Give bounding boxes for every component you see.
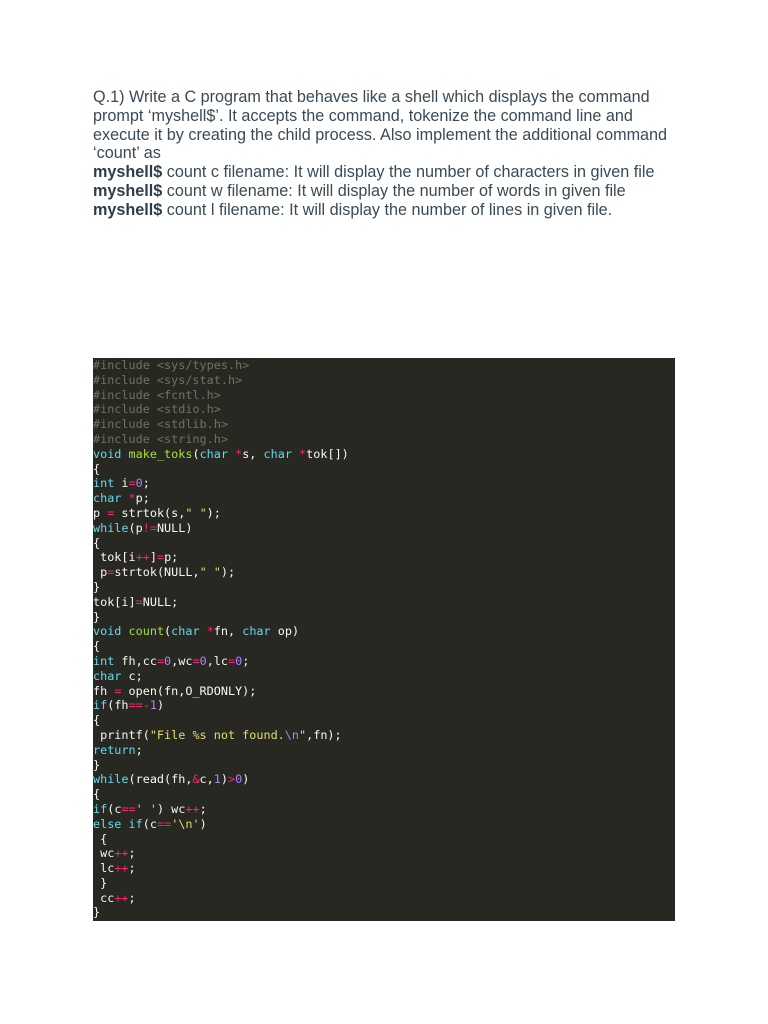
- code-line: [93, 476, 349, 491]
- code-token: fn,: [213, 624, 243, 639]
- code-line: [93, 846, 349, 861]
- code-line: [93, 802, 349, 817]
- code-line: [93, 817, 349, 832]
- code-token: char: [199, 446, 228, 461]
- code-token: #include <fcntl.h>: [93, 387, 221, 402]
- code-line: [93, 595, 349, 610]
- code-line: [93, 521, 349, 536]
- code-line: [93, 669, 349, 684]
- count-w-description: count w filename: It will display the number of words in given file: [162, 181, 626, 200]
- code-token: return: [93, 742, 136, 757]
- code-token: "File %s not found.: [149, 727, 285, 742]
- code-token: #include <stdlib.h>: [93, 417, 228, 432]
- code-block: [93, 358, 675, 921]
- code-token: ,fn);: [306, 727, 342, 742]
- code-line: [93, 654, 349, 669]
- code-token: =: [107, 565, 115, 580]
- code-token: ) wc: [156, 801, 186, 816]
- code-token: {: [93, 713, 101, 728]
- code-token: char: [242, 624, 271, 639]
- code-token: #include <sys/types.h>: [93, 358, 250, 372]
- code-line: [93, 358, 349, 373]
- code-token: {: [93, 639, 101, 654]
- code-line: [93, 506, 349, 521]
- code-token: " ": [199, 565, 221, 580]
- code-token: else: [93, 816, 122, 831]
- code-token: ;: [142, 476, 150, 491]
- code-token: (c: [142, 816, 157, 831]
- code-token: if: [93, 698, 108, 713]
- count-l-description: count l filename: It will display the number of lines in given file.: [162, 200, 613, 219]
- code-token: 0: [164, 653, 172, 668]
- code-token: !=: [142, 520, 157, 535]
- code-token: {: [93, 535, 101, 550]
- code-token: ;: [128, 846, 136, 861]
- code-token: void: [93, 624, 122, 639]
- code-token: 1: [149, 698, 157, 713]
- code-line: [93, 698, 349, 713]
- code-token: (read(fh,: [128, 772, 193, 787]
- code-token: fh: [93, 683, 115, 698]
- code-token: >: [227, 772, 236, 787]
- code-token: ++: [185, 801, 200, 816]
- code-line: [93, 402, 349, 417]
- code-token: ++: [114, 846, 129, 861]
- code-token: printf(: [93, 727, 150, 742]
- code-line: [93, 610, 349, 625]
- code-token: fh,cc: [114, 653, 157, 668]
- code-line: [93, 905, 349, 920]
- code-token: 0: [135, 476, 143, 491]
- code-token: s,: [242, 446, 264, 461]
- code-token: [292, 447, 299, 461]
- code-token: char: [93, 668, 122, 683]
- code-token: 0: [199, 653, 207, 668]
- code-line: [93, 713, 349, 728]
- code-token: (c: [107, 801, 122, 816]
- code-token: ]: [149, 550, 157, 565]
- code-line: [93, 639, 349, 654]
- code-token: tok[i: [93, 550, 136, 565]
- code-token: *: [206, 624, 214, 639]
- code-line: [93, 536, 349, 551]
- code-token: [121, 817, 128, 831]
- code-token: {: [93, 831, 108, 846]
- code-line: [93, 832, 349, 847]
- code-token: ++: [114, 861, 129, 876]
- code-line: [93, 728, 349, 743]
- code-token: }: [93, 579, 101, 594]
- code-token: ;: [128, 890, 136, 905]
- code-token: [121, 491, 128, 505]
- code-line: [93, 787, 349, 802]
- code-token: -: [142, 698, 150, 713]
- code-listing: [93, 358, 349, 920]
- code-token: =: [228, 653, 236, 668]
- code-token: ): [242, 772, 250, 787]
- code-token: make_toks: [128, 446, 193, 461]
- code-token: count: [128, 624, 165, 639]
- code-token: 0: [235, 772, 243, 787]
- code-token: c;: [121, 668, 143, 683]
- shell-prompt: myshell$: [93, 181, 163, 200]
- code-token: }: [93, 875, 108, 890]
- code-token: char: [93, 491, 122, 506]
- code-token: p: [93, 505, 108, 520]
- code-line: [93, 624, 349, 639]
- code-token: ): [156, 698, 165, 713]
- code-token: *: [299, 446, 307, 461]
- code-token: (: [164, 624, 172, 639]
- code-line: [93, 684, 349, 699]
- code-token: p;: [135, 491, 150, 506]
- code-token: *: [235, 446, 243, 461]
- code-line: [93, 447, 349, 462]
- code-line: [93, 550, 349, 565]
- code-token: );: [206, 505, 221, 520]
- count-l-line: [93, 201, 683, 220]
- code-token: =: [128, 476, 136, 491]
- code-line: [93, 462, 349, 477]
- count-c-line: [93, 163, 683, 182]
- question-intro: Q.1) Write a C program that behaves like a shell which displays the command prompt ‘myshell$’. It accepts the command, tokenize the command line and execute it by creating the child process. Also implement the additional command ‘count’ as: [93, 88, 668, 163]
- count-c-description: count c filename: It will display the number of characters in given file: [162, 163, 655, 182]
- code-token: c,: [199, 772, 214, 787]
- code-token: ' ': [135, 801, 157, 816]
- code-token: cc: [93, 890, 115, 905]
- code-line: [93, 861, 349, 876]
- code-token: (: [192, 446, 200, 461]
- code-token: #include <sys/stat.h>: [93, 372, 243, 387]
- code-token: ==: [156, 816, 172, 831]
- code-token: =: [107, 505, 115, 520]
- code-token: [200, 624, 207, 638]
- code-token: ": [299, 727, 307, 742]
- code-token: NULL): [156, 520, 193, 535]
- code-token: =: [156, 653, 165, 668]
- code-token: ==: [128, 698, 143, 713]
- code-token: p: [93, 565, 108, 580]
- code-token: ): [199, 816, 207, 831]
- code-token: ++: [135, 550, 150, 565]
- code-token: ==: [121, 801, 136, 816]
- code-token: " ": [185, 505, 207, 520]
- code-token: {: [93, 787, 101, 802]
- code-token: p;: [164, 550, 179, 565]
- code-token: *: [128, 491, 136, 506]
- code-line: [93, 580, 349, 595]
- code-token: lc: [93, 861, 115, 876]
- code-token: i: [114, 476, 129, 491]
- code-token: ,lc: [206, 653, 228, 668]
- code-token: ;: [135, 742, 143, 757]
- code-token: ;: [242, 653, 250, 668]
- code-token: \n: [284, 727, 299, 742]
- code-line: [93, 772, 349, 787]
- code-token: if: [128, 816, 143, 831]
- count-w-line: [93, 182, 683, 201]
- code-token: ,wc: [171, 653, 193, 668]
- code-token: 1: [213, 772, 221, 787]
- code-token: &: [192, 772, 200, 787]
- shell-prompt: myshell$: [93, 163, 163, 182]
- code-token: int: [93, 476, 115, 491]
- code-token: while: [93, 772, 129, 787]
- code-token: wc: [93, 846, 115, 861]
- code-line: [93, 432, 349, 447]
- shell-prompt: myshell$: [93, 200, 163, 219]
- code-line: [93, 565, 349, 580]
- code-token: (fh: [107, 698, 129, 713]
- code-token: int: [93, 653, 115, 668]
- code-line: [93, 417, 349, 432]
- question-text: [93, 88, 683, 220]
- code-token: #include <stdio.h>: [93, 402, 221, 417]
- code-token: [121, 624, 128, 638]
- code-token: =: [114, 683, 122, 698]
- code-token: {: [93, 461, 101, 476]
- code-token: open(fn,O_RDONLY);: [121, 683, 257, 698]
- code-line: [93, 373, 349, 388]
- code-token: char: [263, 446, 292, 461]
- code-token: #include <string.h>: [93, 431, 228, 446]
- code-line: [93, 876, 349, 891]
- code-token: ++: [114, 890, 129, 905]
- code-token: NULL;: [142, 594, 179, 609]
- code-token: 0: [235, 653, 243, 668]
- code-token: char: [171, 624, 200, 639]
- code-token: }: [93, 905, 101, 920]
- code-token: strtok(s,: [114, 505, 186, 520]
- code-token: '\n': [171, 816, 200, 831]
- code-token: strtok(NULL,: [114, 565, 200, 580]
- code-token: while: [93, 520, 129, 535]
- code-token: (p: [128, 520, 143, 535]
- code-line: [93, 743, 349, 758]
- code-token: void: [93, 446, 122, 461]
- code-token: ): [220, 772, 228, 787]
- code-line: [93, 388, 349, 403]
- code-token: ;: [199, 801, 207, 816]
- code-token: }: [93, 609, 101, 624]
- code-token: =: [135, 594, 143, 609]
- code-line: [93, 758, 349, 773]
- code-token: ;: [128, 861, 136, 876]
- code-token: =: [192, 653, 200, 668]
- code-token: );: [220, 565, 236, 580]
- code-token: }: [93, 757, 101, 772]
- code-line: [93, 491, 349, 506]
- code-line: [93, 891, 349, 906]
- code-token: [121, 447, 128, 461]
- code-token: tok[]): [306, 446, 349, 461]
- code-token: op): [270, 624, 300, 639]
- code-token: tok[i]: [93, 594, 136, 609]
- code-token: if: [93, 801, 108, 816]
- code-token: =: [156, 550, 165, 565]
